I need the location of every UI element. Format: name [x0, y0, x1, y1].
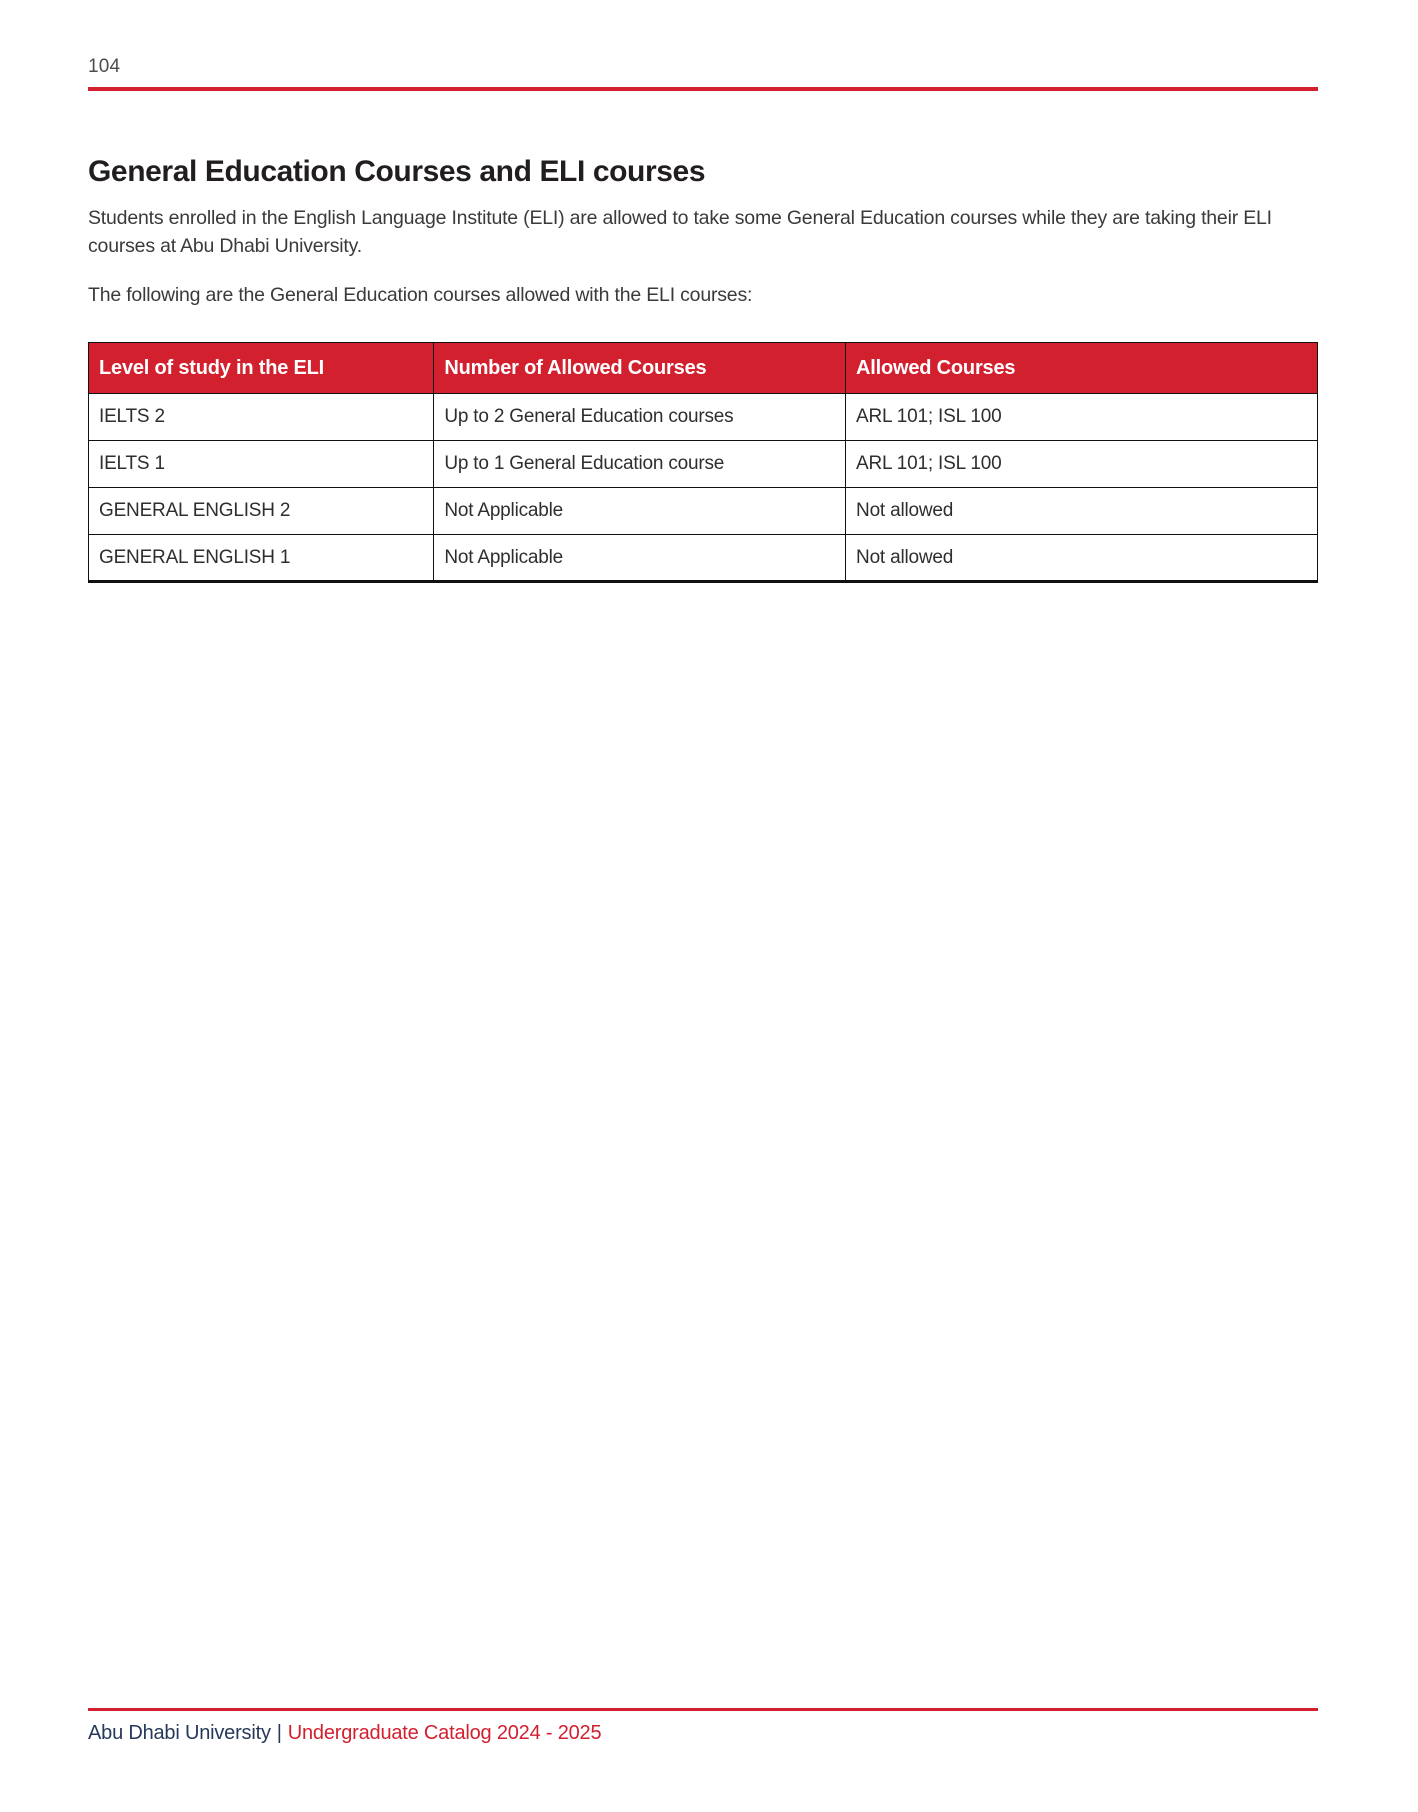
cell-allowed-courses: ARL 101; ISL 100	[846, 441, 1318, 488]
page-footer	[88, 1708, 1318, 1745]
table-lead-in-paragraph: The following are the General Education courses allowed with the ELI courses:	[88, 284, 753, 306]
footer-catalog-title: Undergraduate Catalog 2024 - 2025	[287, 1722, 602, 1744]
footer-separator: |	[276, 1722, 282, 1744]
page-title: General Education Courses and ELI courses	[88, 155, 706, 188]
cell-number-allowed: Not Applicable	[434, 535, 846, 582]
cell-allowed-courses: Not allowed	[846, 535, 1318, 582]
table-row	[89, 535, 1318, 582]
cell-number-allowed: Up to 2 General Education courses	[434, 394, 846, 441]
allowed-courses-table	[88, 342, 1318, 583]
cell-allowed-courses: Not allowed	[846, 488, 1318, 535]
cell-number-allowed: Up to 1 General Education course	[434, 441, 846, 488]
table-row	[89, 488, 1318, 535]
cell-level: IELTS 2	[89, 394, 434, 441]
cell-number-allowed: Not Applicable	[434, 488, 846, 535]
header-rule	[88, 87, 1318, 91]
intro-section	[88, 204, 1318, 309]
footer-university-name: Abu Dhabi University	[88, 1722, 271, 1744]
column-header-number-allowed: Number of Allowed Courses	[434, 343, 846, 394]
cell-level: GENERAL ENGLISH 2	[89, 488, 434, 535]
column-header-level: Level of study in the ELI	[89, 343, 434, 394]
page-number: 104	[88, 56, 121, 77]
intro-paragraph: Students enrolled in the English Language Institute (ELI) are allowed to take some General Education courses while they are taking their ELI courses at Abu Dhabi University.	[88, 207, 1272, 257]
table-row	[89, 394, 1318, 441]
table-row	[89, 441, 1318, 488]
table-header-row	[89, 343, 1318, 394]
page-content	[88, 0, 1318, 583]
cell-level: IELTS 1	[89, 441, 434, 488]
cell-level: GENERAL ENGLISH 1	[89, 535, 434, 582]
cell-allowed-courses: ARL 101; ISL 100	[846, 394, 1318, 441]
column-header-allowed-courses: Allowed Courses	[846, 343, 1318, 394]
